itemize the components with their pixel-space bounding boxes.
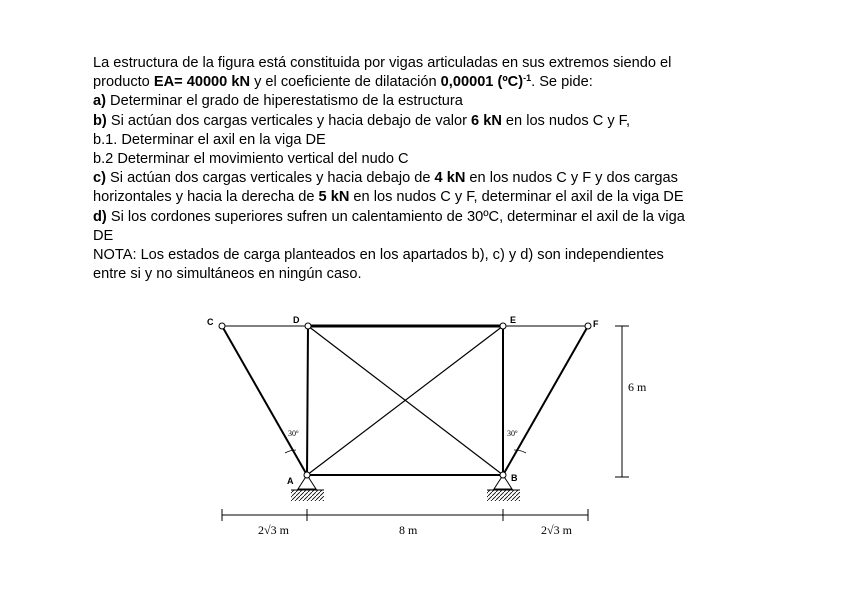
member-CA [222,326,307,475]
angle-label-right: 30º [507,429,518,438]
question-c: c) Si actúan dos cargas verticales y hacia debajo de 4 kN en los nudos C y F y dos cargas [93,170,678,187]
joint-E [500,323,506,329]
node-label-A: A [287,476,294,486]
angle-label-left: 30º [288,429,299,438]
height-dimension [615,326,629,477]
note-line-1: NOTA: Los estados de carga planteados en los apartados b), c) y d) son independientes [93,247,664,264]
question-d: d) Si los cordones superiores sufren un calentamiento de 30ºC, determinar el axil de la viga [93,208,685,225]
dim-label-right: 2√3 m [541,523,572,537]
question-c-cont: horizontales y hacia la derecha de 5 kN en los nudos C y F, determinar el axil de la viga DE [93,189,684,206]
dim-label-middle: 8 m [399,523,418,537]
dim-label-left: 2√3 m [258,523,289,537]
member-FB [503,326,588,475]
dilatation-coef: 0,00001 (ºC) [440,74,524,91]
node-label-B: B [511,473,518,483]
node-label-E: E [510,315,517,325]
height-label: 6 m [628,380,647,394]
member-DA [307,326,308,475]
node-label-C: C [207,317,214,327]
intro-line-1: La estructura de la figura está constituida por vigas articuladas en sus extremos siendo el [93,55,672,71]
node-label-F: F [593,319,599,329]
note-line-2: entre si y no simultáneos en ningún caso. [93,266,362,283]
question-b2: b.2 Determinar el movimiento vertical del nudo C [93,151,409,168]
question-b1: b.1. Determinar el axil en la viga DE [93,131,326,148]
node-label-D: D [293,315,300,325]
question-d-cont: DE [93,227,114,244]
joint-C [219,323,225,329]
support-A [291,472,324,501]
question-b: b) Si actúan dos cargas verticales y hacia debajo de valor 6 kN en los nudos C y F, [93,112,631,129]
horizontal-dimension [222,509,588,521]
ea-value: EA= 40000 kN [153,74,251,91]
intro-line-2: producto EA= 40000 kN y el coeficiente de dilatación 0,00001 (ºC)$^{-1}$. Se pide: [93,73,593,91]
joint-D [305,323,311,329]
question-a: a) Determinar el grado de hiperestatismo de la estructura [93,93,463,110]
joint-F [585,323,591,329]
